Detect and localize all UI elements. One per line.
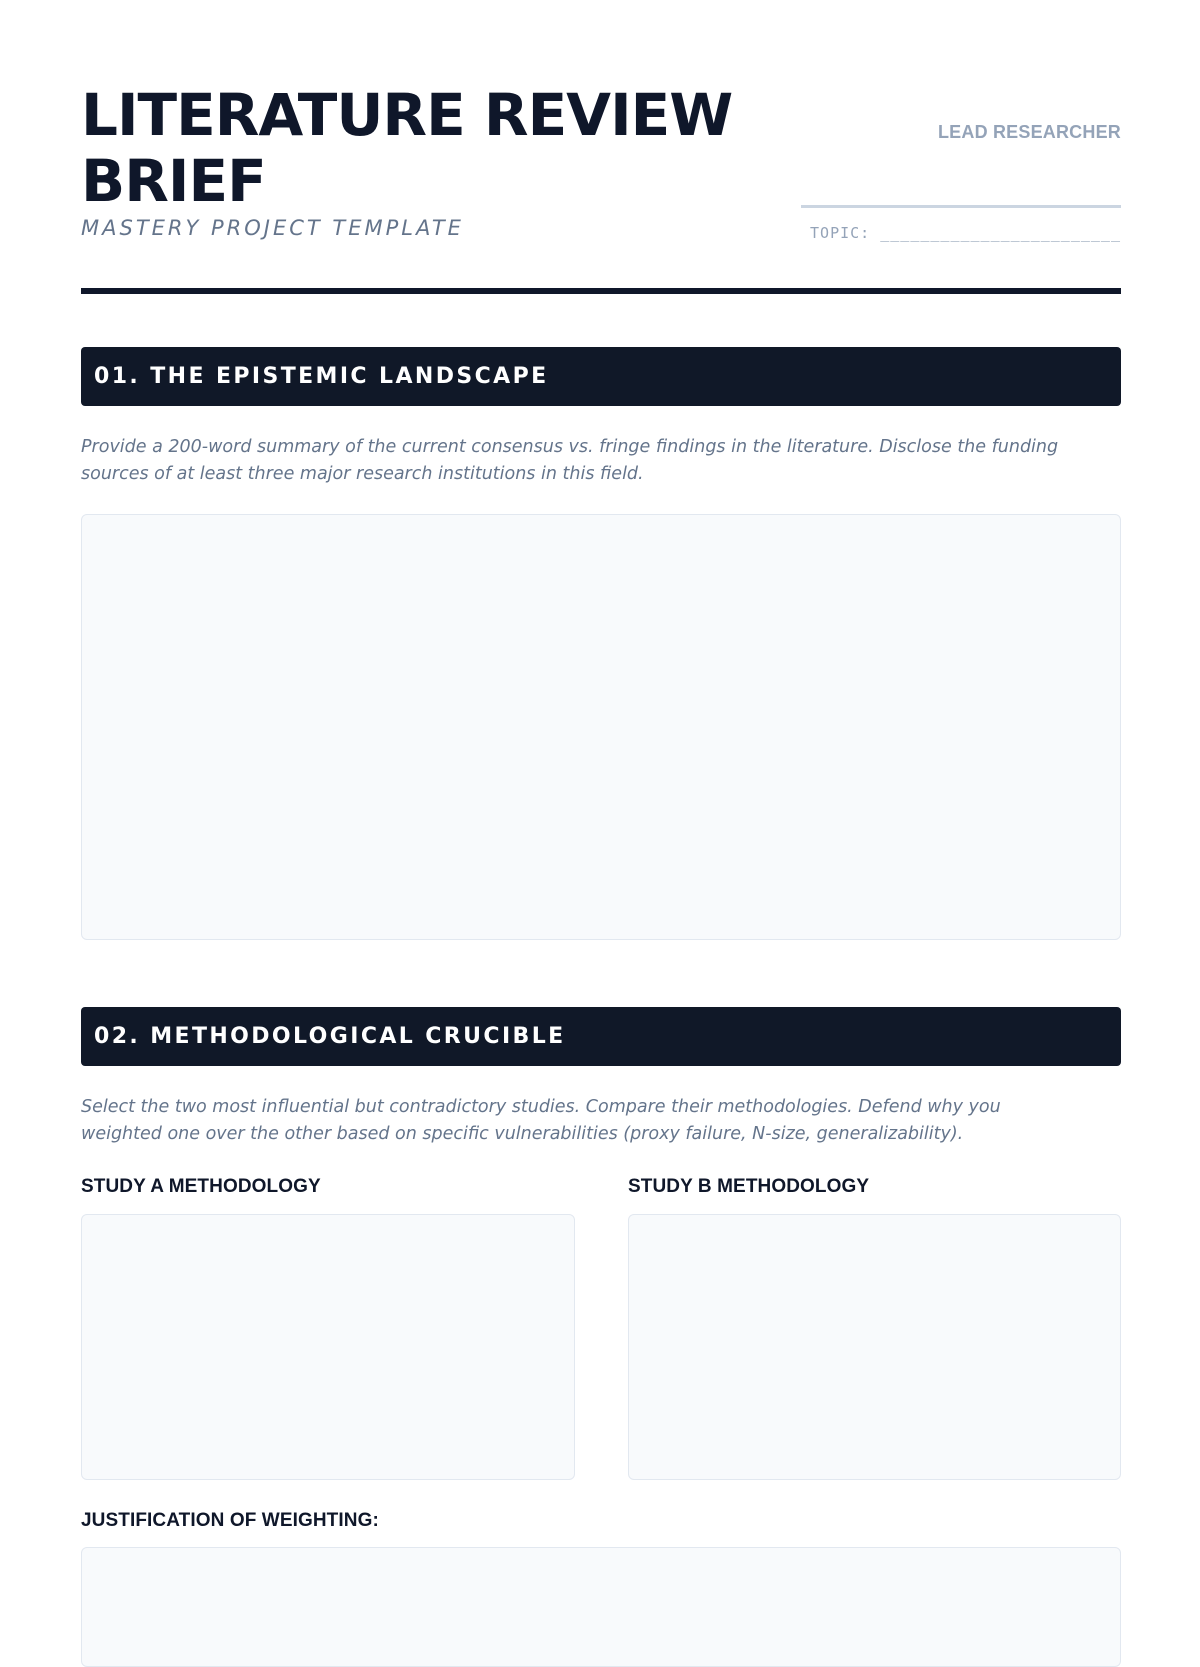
section-2-instructions: Select the two most influential but contradictory studies. Compare their methodologies. Defend why you weighted one over the other based on specific vulnerabilities (proxy failure, N-size, generalizability). bbox=[81, 1097, 1001, 1144]
topic-label: TOPIC: bbox=[810, 224, 871, 242]
section-2-heading: 02. METHODOLOGICAL CRUCIBLE bbox=[81, 1007, 1121, 1066]
study-a-label: STUDY A METHODOLOGY bbox=[81, 1176, 321, 1197]
justification-label: JUSTIFICATION OF WEIGHTING: bbox=[81, 1510, 379, 1531]
study-a-methodology-box[interactable] bbox=[81, 1214, 575, 1480]
study-b-methodology-box[interactable] bbox=[628, 1214, 1121, 1480]
epistemic-landscape-answer-box[interactable] bbox=[81, 514, 1121, 940]
justification-answer-box[interactable] bbox=[81, 1547, 1121, 1667]
document-header bbox=[81, 0, 1121, 296]
study-b-label: STUDY B METHODOLOGY bbox=[628, 1176, 870, 1197]
section-1-instructions: Provide a 200-word summary of the current consensus vs. fringe findings in the literature. Disclose the funding sources of at least three major research institutions in this field. bbox=[81, 437, 1059, 484]
header-divider bbox=[81, 288, 1121, 294]
document-subtitle: MASTERY PROJECT TEMPLATE bbox=[81, 216, 464, 240]
lead-researcher-signature-line[interactable] bbox=[801, 205, 1121, 208]
section-1-heading: 01. THE EPISTEMIC LANDSCAPE bbox=[81, 347, 1121, 406]
worksheet-page bbox=[81, 0, 1121, 1531]
topic-field[interactable] bbox=[810, 224, 1121, 242]
topic-blank: ________________________ bbox=[880, 224, 1121, 242]
document-title: LITERATURE REVIEW BRIEF bbox=[81, 81, 733, 215]
lead-researcher-label: LEAD RESEARCHER bbox=[937, 122, 1121, 142]
